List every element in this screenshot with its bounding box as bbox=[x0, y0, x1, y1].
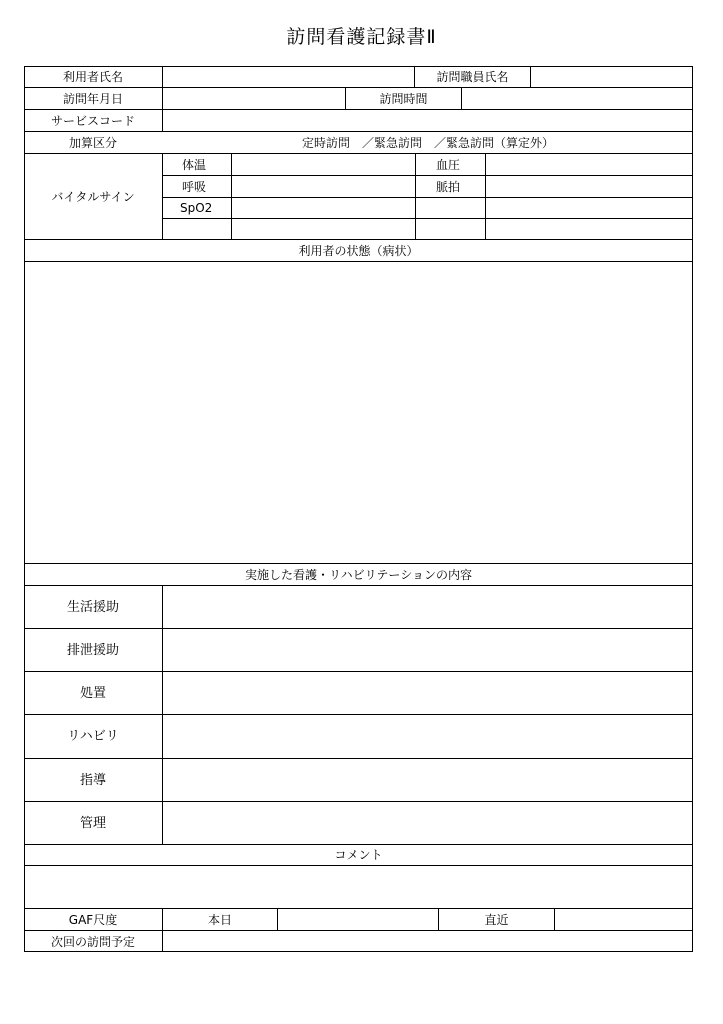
respiration-field[interactable] bbox=[232, 176, 415, 197]
addition-category-label: 加算区分 bbox=[68, 135, 117, 150]
vital-blank-cell[interactable] bbox=[232, 219, 415, 239]
user-name-label: 利用者氏名 bbox=[62, 69, 123, 84]
vital-blank-cell[interactable] bbox=[486, 198, 693, 218]
gaf-label: GAF尺度 bbox=[68, 912, 118, 927]
care-item-field-daily-living[interactable] bbox=[163, 586, 693, 628]
care-item-field-rehab[interactable] bbox=[163, 715, 693, 758]
body-temp-field[interactable] bbox=[232, 154, 415, 175]
respiration-label: 呼吸 bbox=[182, 179, 207, 194]
gaf-today-label: 本日 bbox=[207, 912, 232, 927]
care-item-label-management: 管理 bbox=[79, 815, 106, 831]
document-title: 訪問看護記録書Ⅱ bbox=[286, 26, 437, 48]
spo2-field[interactable] bbox=[232, 198, 415, 218]
body-temp-label: 体温 bbox=[182, 157, 207, 172]
service-code-label: サービスコード bbox=[50, 113, 135, 128]
staff-name-label: 訪問職員氏名 bbox=[436, 69, 509, 84]
vital-blank-cell[interactable] bbox=[416, 198, 485, 218]
care-item-label-guidance: 指導 bbox=[79, 772, 106, 788]
gaf-recent-field[interactable] bbox=[555, 909, 693, 930]
comment-text-area[interactable] bbox=[25, 866, 692, 908]
condition-heading: 利用者の状態（病状） bbox=[298, 243, 419, 258]
care-item-label-excretion: 排泄援助 bbox=[66, 642, 119, 658]
blood-pressure-label: 血圧 bbox=[436, 157, 461, 172]
care-item-field-management[interactable] bbox=[163, 802, 693, 844]
care-item-label-treatment: 処置 bbox=[79, 685, 106, 701]
care-item-label-daily-living: 生活援助 bbox=[66, 599, 119, 615]
user-name-field[interactable] bbox=[163, 66, 414, 87]
visit-date-label: 訪問年月日 bbox=[62, 91, 123, 106]
addition-category-options[interactable]: 定時訪問 ／緊急訪問 ／緊急訪問（算定外） bbox=[301, 135, 554, 150]
gaf-recent-label: 直近 bbox=[484, 912, 509, 927]
spo2-label: SpO2 bbox=[180, 201, 213, 215]
pulse-field[interactable] bbox=[486, 176, 693, 197]
visit-time-field[interactable] bbox=[462, 88, 693, 109]
visit-date-field[interactable] bbox=[163, 88, 345, 109]
comment-heading: コメント bbox=[334, 848, 383, 862]
blood-pressure-field[interactable] bbox=[486, 154, 693, 175]
care-content-heading: 実施した看護・リハビリテーションの内容 bbox=[245, 567, 472, 582]
staff-name-field[interactable] bbox=[531, 66, 693, 87]
vital-blank-cell[interactable] bbox=[416, 219, 485, 239]
next-visit-label: 次回の訪問予定 bbox=[50, 934, 135, 949]
care-item-field-excretion[interactable] bbox=[163, 629, 693, 671]
condition-text-area[interactable] bbox=[25, 262, 692, 563]
care-item-field-guidance[interactable] bbox=[163, 759, 693, 801]
pulse-label: 脈拍 bbox=[436, 179, 461, 194]
service-code-field[interactable] bbox=[163, 110, 693, 131]
care-item-label-rehab: リハビリ bbox=[67, 729, 119, 744]
visit-time-label: 訪問時間 bbox=[379, 91, 428, 106]
care-item-field-treatment[interactable] bbox=[163, 672, 693, 714]
record-form bbox=[24, 66, 693, 952]
vital-signs-label: バイタルサイン bbox=[51, 189, 135, 204]
next-visit-field[interactable] bbox=[163, 931, 693, 952]
vital-blank-cell[interactable] bbox=[486, 219, 693, 239]
vital-blank-cell[interactable] bbox=[163, 219, 231, 239]
gaf-today-field[interactable] bbox=[278, 909, 438, 930]
